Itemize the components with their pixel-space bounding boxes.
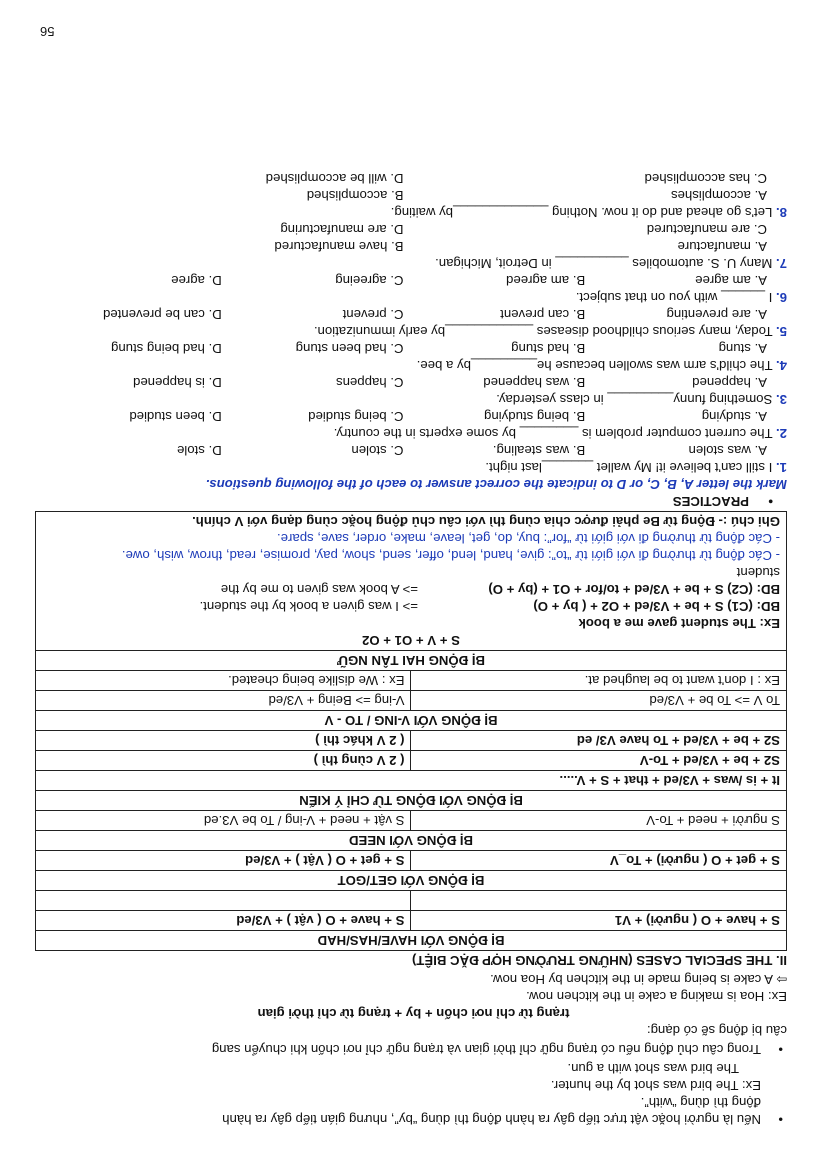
- practices-title: PRACTICES: [672, 494, 749, 509]
- answer-option[interactable]: C. had been stung: [295, 341, 404, 356]
- question-stem: [40, 357, 787, 374]
- question-number: 7.: [776, 256, 787, 271]
- opinion-header: BỊ ĐỘNG VỚI ĐỘNG TỪ CHỈ Ý KIẾN: [36, 791, 787, 811]
- section-2-title: II. THE SPECIAL CASES (NHỮNG TRƯỜNG HỢP ĐẶC BIỆT): [411, 953, 787, 968]
- answer-option[interactable]: B. being studying: [484, 409, 586, 424]
- ving-header: BỊ ĐỘNG VỚI V-ING / TO - V: [36, 711, 787, 731]
- special-cases-table: [35, 511, 787, 951]
- answer-options: [40, 442, 787, 459]
- answer-options: [40, 272, 787, 289]
- bullet-adverbs-line1: Trong câu chủ động nếu có trạng ngữ chỉ thời gian và trạng ngữ chỉ nơi chốn khi chuyển sang: [211, 1042, 761, 1057]
- answer-option[interactable]: C. stolen: [351, 443, 404, 458]
- two-object-example: Ex: The student gave me a book: [578, 616, 780, 631]
- bd-c1-result: => I was given a book by the student.: [199, 599, 418, 614]
- question-number: 6.: [776, 290, 787, 305]
- two-object-formula: S + V + O1 + O2: [362, 633, 460, 648]
- bullet-by-with-line2: động thì dùng “with”.: [640, 1095, 761, 1110]
- answer-option[interactable]: D. had being stung: [111, 341, 222, 356]
- ving-formula: V-ing => Being + V3/ed: [36, 691, 412, 711]
- answer-option[interactable]: C. has accomplished: [644, 171, 767, 186]
- answer-option[interactable]: D. is happened: [133, 375, 222, 390]
- practices-heading: [40, 493, 787, 510]
- question-text: Let's go ahead and do it now. Nothing _____________by waiting.: [390, 205, 773, 220]
- example-hoa-active: Ex: Hoa is making a cake in the kitchen now.: [526, 989, 787, 1004]
- answer-option[interactable]: C. happens: [336, 375, 404, 390]
- answer-option[interactable]: B. had stung: [511, 341, 586, 356]
- answer-option[interactable]: B. can prevent: [500, 307, 586, 322]
- opinion-formula-to-v: S2 + be + V3/ed + To-V: [411, 751, 787, 771]
- answer-option[interactable]: A. happened: [692, 375, 767, 390]
- question-stem: [40, 391, 787, 408]
- answer-option[interactable]: D. will be accomplished: [265, 171, 404, 186]
- bd-c2-continuation: student: [736, 565, 780, 580]
- need-header: BỊ ĐỘNG VỚI NEED: [36, 831, 787, 851]
- answer-option[interactable]: B. have manufactured: [274, 239, 404, 254]
- bullet-adverbs: [40, 1041, 787, 1058]
- opinion-diff-tense: ( 2 V khác thì ): [36, 731, 412, 751]
- for-verbs-list: - Các động từ thường đi với giới từ “for”: buy, do, get, leave, make, order, save, spare.: [277, 531, 780, 546]
- to-verbs-list: - Các động từ thường đi với giới từ “to”: give, hand, lend, offer, send, show, pay, promise, read, throw, wish, owe.: [121, 548, 780, 563]
- answer-option[interactable]: A. stung: [718, 341, 767, 356]
- question-list: [40, 170, 787, 476]
- to-v-formula: To V => To be + V3/ed: [411, 691, 787, 711]
- empty-cell: [411, 891, 787, 911]
- example-gun: The bird was shot with a gun.: [567, 1061, 739, 1076]
- example-hunter: Ex: The bird was shot by the hunter.: [550, 1078, 761, 1093]
- answer-option[interactable]: B. accomplished: [306, 188, 404, 203]
- ving-example: Ex : We dislike being cheated.: [36, 671, 412, 691]
- question-number: 8.: [776, 205, 787, 220]
- question-text: I ______ with you on that subject.: [575, 290, 773, 305]
- answer-options: [40, 170, 787, 187]
- instruction: Mark the letter A, B, C, or D to indicate the correct answer to each of the following questions.: [205, 477, 787, 492]
- have-header: BỊ ĐỘNG VỚI HAVE/HAS/HAD: [36, 931, 787, 951]
- bullet-dot: •: [778, 1042, 783, 1057]
- answer-options: [40, 408, 787, 425]
- two-object-header: BỊ ĐỘNG HAI TÂN NGỮ: [36, 651, 787, 671]
- bd-c2-formula: BD: (C2) S + be + V3/ed + to/for + O1 + (by + O): [488, 582, 780, 597]
- question-number: 2.: [776, 426, 787, 441]
- question-stem: [40, 289, 787, 306]
- bullet-by-with-line1: Nếu là người hoặc vật trực tiếp gây ra hành động thì dùng “by”, nhưng gián tiếp gây ra hành: [222, 1112, 761, 1127]
- answer-option[interactable]: C. being studied: [308, 409, 404, 424]
- answer-option[interactable]: B. was happened: [483, 375, 586, 390]
- question-number: 5.: [776, 324, 787, 339]
- question-stem: [40, 459, 787, 476]
- question-text: I still can't believe it! My wallet _______last night.: [485, 460, 773, 475]
- answer-options: [40, 374, 787, 391]
- question-number: 4.: [776, 358, 787, 373]
- bd-c1-row: [42, 598, 780, 615]
- answer-options: [40, 306, 787, 323]
- question-stem: [40, 323, 787, 340]
- answer-option[interactable]: A. was stolen: [688, 443, 767, 458]
- answer-option[interactable]: A. studying: [701, 409, 767, 424]
- question-stem: [40, 425, 787, 442]
- get-header: BỊ ĐỘNG VỚI GET/GOT: [36, 871, 787, 891]
- bd-c1-formula: BD: (C1) S + be + V3/ed + O2 + ( by + O): [533, 599, 780, 614]
- answer-option[interactable]: A. manufacture: [677, 239, 767, 254]
- answer-option[interactable]: D. stole: [177, 443, 222, 458]
- bd-c2-result: => A book was given to me by the: [220, 582, 418, 597]
- bd-c2-row: [42, 581, 780, 598]
- answer-option[interactable]: B. am agreed: [506, 273, 586, 288]
- question-text: Something funny_________ in class yesterday.: [496, 392, 773, 407]
- opinion-same-tense: ( 2 V cùng thì ): [36, 751, 412, 771]
- question-number: 3.: [776, 392, 787, 407]
- answer-option[interactable]: D. are manufacturing: [280, 222, 404, 237]
- two-object-content: [36, 512, 787, 651]
- answer-options: [40, 221, 787, 238]
- get-person-formula: S + get + O ( người) + To_V: [411, 851, 787, 871]
- bullet-dot: •: [778, 1112, 783, 1127]
- need-person-formula: S người + need + To-V: [411, 811, 787, 831]
- bullet-dot: •: [768, 494, 773, 509]
- have-thing-formula: S + have + O ( vật ) + V3/ed: [36, 911, 412, 931]
- answer-option[interactable]: A. are preventing: [666, 307, 767, 322]
- answer-options: [40, 238, 787, 255]
- answer-option[interactable]: C. prevent: [342, 307, 404, 322]
- get-thing-formula: S + get + O ( Vật ) + V3/ed: [36, 851, 412, 871]
- opinion-formula-it: It + is /was + V3/ed + that + S + V.....: [36, 771, 787, 791]
- opinion-formula-to-have: S2 + be + V3/ed + To have V3/ ed: [411, 731, 787, 751]
- question-number: 1.: [776, 460, 787, 475]
- answer-option[interactable]: A. am agree: [695, 273, 767, 288]
- answer-option[interactable]: C. are manufactured: [646, 222, 767, 237]
- question-text: Many U. S. automobiles __________ in Detroit, Michigan.: [435, 256, 773, 271]
- question-text: The child's arm was swollen because he_________by a bee.: [416, 358, 773, 373]
- answer-option[interactable]: B. was stealing.: [492, 443, 586, 458]
- answer-option[interactable]: C. agreeing: [335, 273, 404, 288]
- need-thing-formula: S vật + need + V-ing / To be V3.ed: [36, 811, 412, 831]
- note: Ghi chú :- Động từ Be phải được chia cùng thì với câu chủ động hoặc cùng dạng với V chính.: [192, 514, 780, 529]
- question-text: The current computer problem is ________ by some experts in the country.: [333, 426, 773, 441]
- bullet-by-with: [40, 1060, 787, 1128]
- question-text: Today, many serious childhood diseases ____________by early immunization.: [313, 324, 773, 339]
- page-number: 56: [40, 24, 55, 39]
- answer-options: [40, 340, 787, 357]
- example-hoa-passive: ⇨ A cake is being made in the kitchen by Hoa now.: [490, 972, 787, 987]
- answer-option[interactable]: A. accomplishes: [670, 188, 767, 203]
- adverb-rule: trạng từ chỉ nơi chốn + by + trạng từ chỉ thời gian: [257, 1006, 570, 1021]
- empty-cell: [36, 891, 412, 911]
- bullet-adverbs-line2: câu bị động sẽ có dạng:: [646, 1023, 787, 1038]
- answer-options: [40, 187, 787, 204]
- question-stem: [40, 204, 787, 221]
- to-v-example: Ex : I don't want to be laughed at.: [411, 671, 787, 691]
- answer-option[interactable]: D. been studied: [129, 409, 222, 424]
- answer-option[interactable]: D. agree: [171, 273, 222, 288]
- have-person-formula: S + have + O ( người) + V1: [411, 911, 787, 931]
- answer-option[interactable]: D. can be prevented: [102, 307, 222, 322]
- question-stem: [40, 255, 787, 272]
